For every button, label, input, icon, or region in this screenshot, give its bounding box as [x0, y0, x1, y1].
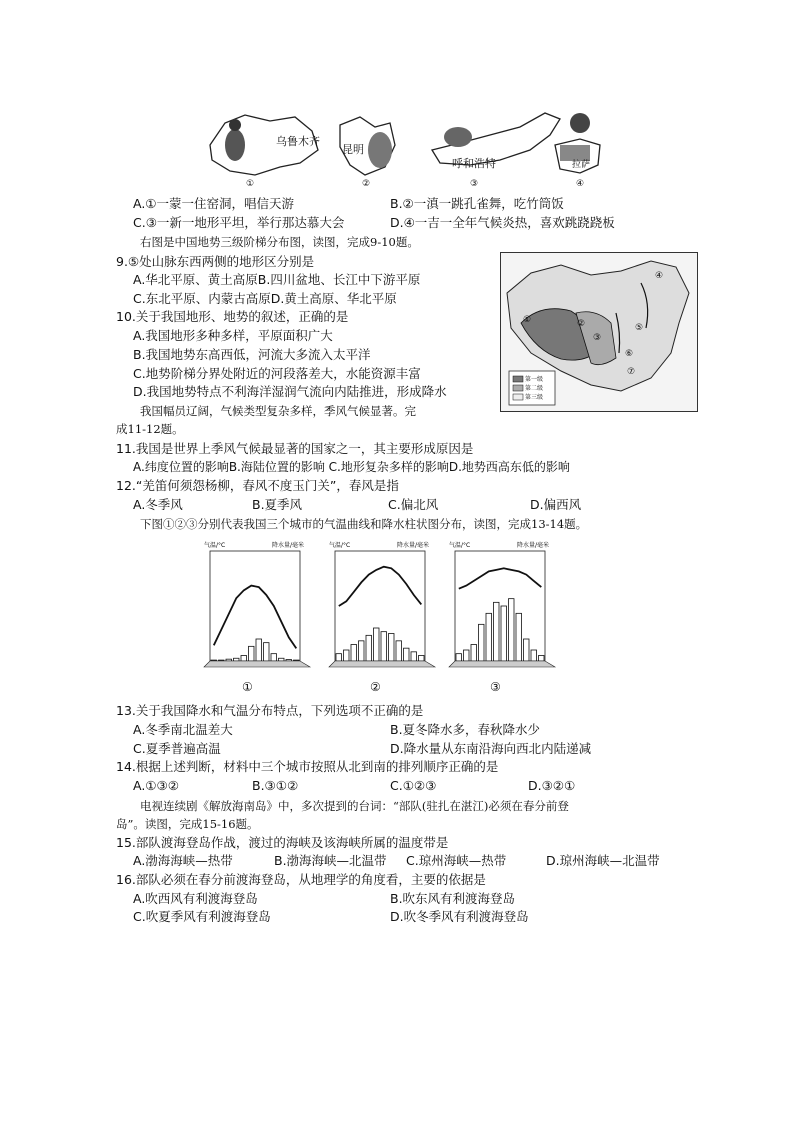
- chart-3-base: [449, 661, 555, 667]
- q14-option-a: A.①③②: [133, 778, 179, 793]
- chart-3-temp-line: [459, 568, 542, 588]
- map-marker-7: ⑦: [627, 367, 636, 377]
- fig-num-1: ①: [246, 179, 255, 189]
- chart-3-bar-7: [501, 606, 507, 661]
- q10-option-d: D.我国地势特点不利海洋湿润气流向内陆推进，形成降水: [133, 384, 447, 399]
- q16-option-d: D.吹冬季风有利渡海登岛: [390, 909, 529, 924]
- chart-1-bar-6: [249, 646, 255, 661]
- chart-3-bar-10: [524, 639, 530, 661]
- label-urumqi: 乌鲁木齐: [276, 135, 320, 148]
- q12-option-a: A.冬季风: [133, 497, 183, 512]
- chart-3-bar-2: [464, 650, 470, 661]
- q13-option-a: A.冬季南北温差大: [133, 722, 233, 737]
- chart-2-bar-11: [411, 652, 417, 661]
- q14-stem: 14.根据上述判断，材料中三个城市按照从北到南的排列顺序正确的是: [116, 759, 499, 774]
- chart-1-bar-7: [256, 639, 262, 661]
- chart-3-bar-12: [539, 656, 545, 662]
- province-figure: [200, 105, 610, 195]
- chart-2-bar-5: [366, 635, 372, 661]
- q9-options-cd: C.东北平原、内蒙古高原D.黄土高原、华北平原: [133, 291, 397, 306]
- chart-1-temp-line: [214, 586, 296, 649]
- q15-stem: 15.部队渡海登岛作战，渡过的海峡及该海峡所属的温度带是: [116, 835, 449, 850]
- q9-options-ab: A.华北平原、黄土高原B.四川盆地、长江中下游平原: [133, 272, 421, 287]
- map-marker-3: ③: [593, 333, 602, 343]
- chart-2-temp-line: [339, 567, 422, 606]
- chart-2-bar-3: [351, 645, 357, 662]
- map-marker-4: ④: [655, 271, 664, 281]
- chart-1-bar-9: [271, 654, 277, 661]
- map-marker-5: ⑤: [635, 323, 644, 333]
- q11-options: A.纬度位置的影响B.海陆位置的影响 C.地形复杂多样的影响D.地势西高东低的影响: [133, 460, 570, 474]
- intro-11-12-line1: 我国幅员辽阔，气候类型复杂多样，季风气候显著。完: [140, 404, 416, 418]
- climate-charts: [200, 535, 660, 700]
- fig-num-2: ②: [362, 179, 371, 189]
- chart-3-bar-9: [516, 613, 522, 661]
- label-hohhot: 呼和浩特: [452, 157, 496, 170]
- chart-3-bar-5: [486, 613, 492, 661]
- intro-11-12-line2: 成11-12题。: [116, 422, 184, 436]
- fig-num-3: ③: [470, 179, 479, 189]
- intro-9-10: 右图是中国地势三级阶梯分布图，读图，完成9-10题。: [140, 235, 419, 249]
- q14-option-c: C.①②③: [390, 778, 437, 793]
- chart-1-precip-axis-label: 降水量/毫米: [272, 542, 305, 549]
- q10-option-c: C.地势阶梯分界处附近的河段落差大，水能资源丰富: [133, 366, 421, 381]
- chart-3-bar-11: [531, 650, 537, 661]
- chart-1-frame: [210, 551, 300, 661]
- chart-1-temp-axis-label: 气温/°C: [204, 542, 226, 549]
- chart-3-bar-6: [494, 602, 500, 661]
- chart-3-frame: [455, 551, 545, 661]
- chart-1-base: [204, 661, 310, 667]
- q16-stem: 16.部队必须在春分前渡海登岛，从地理学的角度看，主要的依据是: [116, 872, 486, 887]
- q10-option-b: B.我国地势东高西低，河流大多流入太平洋: [133, 347, 371, 362]
- chart-1-bar-10: [279, 658, 285, 661]
- q15-option-a: A.渤海海峡—热带: [133, 853, 233, 868]
- chart-2-temp-axis-label: 气温/°C: [329, 542, 351, 549]
- chart-3-bar-8: [509, 599, 515, 661]
- chart-2-precip-axis-label: 降水量/毫米: [397, 542, 430, 549]
- chart-2-bar-7: [381, 632, 387, 661]
- chart-2-bar-9: [396, 641, 402, 661]
- map-marker-6: ⑥: [625, 349, 634, 359]
- label-lhasa: 拉萨: [572, 160, 591, 170]
- q10-stem: 10.关于我国地形、地势的叙述，正确的是: [116, 309, 349, 324]
- q15-option-d: D.琼州海峡—北温带: [546, 853, 660, 868]
- q16-option-a: A.吹西风有利渡海登岛: [133, 891, 258, 906]
- terrain-map: [500, 252, 698, 412]
- chart-3-bar-4: [479, 624, 485, 661]
- chart-2-base: [329, 661, 435, 667]
- q12-stem: 12.“羌笛何须怨杨柳，春风不度玉门关”，春风是指: [116, 478, 399, 493]
- q8-option-b: B.②一滇一跳孔雀舞，吃竹筒饭: [390, 196, 564, 211]
- legend-level-1: 第一级: [525, 376, 544, 383]
- q15-option-c: C.琼州海峡—热带: [406, 853, 507, 868]
- chart-1-bar-4: [234, 658, 240, 661]
- map-marker-2: ②: [577, 319, 586, 329]
- map-marker-1: ①: [523, 315, 532, 325]
- q15-option-b: B.渤海海峡—北温带: [274, 853, 387, 868]
- q13-stem: 13.关于我国降水和气温分布特点，下列选项不正确的是: [116, 703, 424, 718]
- chart-2-bar-2: [344, 650, 350, 661]
- q12-option-d: D.偏西风: [530, 497, 582, 512]
- intro-15-16-line1: 电视连续剧《解放海南岛》中，多次提到的台词：“部队(驻扎在湛江)必须在春分前登: [140, 799, 569, 813]
- q16-option-b: B.吹东风有利渡海登岛: [390, 891, 516, 906]
- chart-1-bar-5: [241, 656, 247, 662]
- chart-1-bar-8: [264, 643, 270, 661]
- q16-option-c: C.吹夏季风有利渡海登岛: [133, 909, 271, 924]
- chart-3-label: ③: [490, 680, 501, 694]
- chart-1-label: ①: [242, 680, 253, 694]
- chart-3-bar-1: [456, 654, 462, 661]
- chart-3-precip-axis-label: 降水量/毫米: [517, 542, 550, 549]
- q8-option-c: C.③一新一地形平坦，举行那达慕大会: [133, 215, 345, 230]
- chart-2-bar-1: [336, 654, 342, 661]
- legend-level-2: 第二级: [525, 385, 544, 392]
- q12-option-c: C.偏北风: [388, 497, 439, 512]
- chart-2-bar-4: [359, 641, 365, 661]
- q13-option-d: D.降水量从东南沿海向西北内陆递减: [390, 741, 592, 756]
- chart-2-label: ②: [370, 680, 381, 694]
- chart-2-bar-6: [374, 628, 380, 661]
- q12-option-b: B.夏季风: [252, 497, 303, 512]
- q9-stem: 9.⑤处山脉东西两侧的地形区分别是: [116, 254, 315, 269]
- q8-option-a: A.①一蒙一住窑洞，唱信天游: [133, 196, 295, 211]
- q13-option-b: B.夏冬降水多，春秋降水少: [390, 722, 541, 737]
- label-kunming: 昆明: [342, 143, 364, 156]
- q8-option-d: D.④一吉一全年气候炎热，喜欢跳跷跷板: [390, 215, 615, 230]
- chart-3-bar-3: [471, 645, 477, 662]
- chart-2-bar-12: [419, 656, 425, 662]
- legend-level-3: 第三级: [525, 394, 544, 401]
- fig-num-4: ④: [576, 179, 585, 189]
- q10-option-a: A.我国地形多种多样，平原面积广大: [133, 328, 333, 343]
- intro-13-14: 下图①②③分别代表我国三个城市的气温曲线和降水柱状图分布，读图，完成13-14题。: [140, 517, 588, 531]
- chart-2-bar-10: [404, 648, 410, 661]
- q14-option-d: D.③②①: [528, 778, 576, 793]
- q13-option-c: C.夏季普遍高温: [133, 741, 221, 756]
- intro-15-16-line2: 岛”。读图，完成15-16题。: [116, 817, 259, 831]
- chart-3-temp-axis-label: 气温/°C: [449, 542, 471, 549]
- q11-stem: 11.我国是世界上季风气候最显著的国家之一，其主要形成原因是: [116, 441, 474, 456]
- q14-option-b: B.③①②: [252, 778, 299, 793]
- chart-2-bar-8: [389, 634, 395, 662]
